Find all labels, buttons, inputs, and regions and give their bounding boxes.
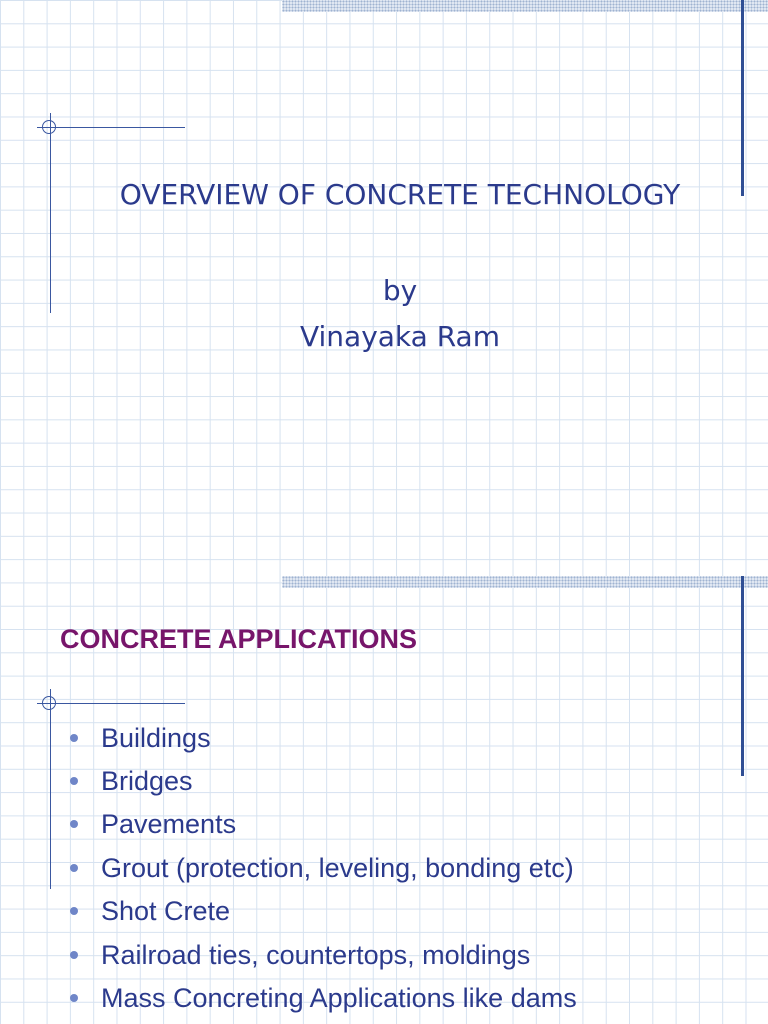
byline-label: by	[382, 274, 418, 307]
list-item	[70, 759, 577, 802]
bullet-icon	[70, 777, 78, 785]
list-item-text: Mass Concreting Applications like dams	[101, 983, 577, 1014]
list-item-text: Shot Crete	[101, 896, 231, 927]
list-item-text: Grout (protection, leveling, bonding etc)	[101, 852, 574, 883]
accent-vertical-bar	[741, 0, 744, 196]
list-item-text: Buildings	[101, 722, 211, 753]
bullet-icon	[70, 820, 78, 828]
bullet-icon	[70, 864, 78, 872]
bullet-icon	[70, 994, 78, 1002]
list-item	[70, 803, 577, 846]
section-heading: CONCRETE APPLICATIONS	[60, 624, 418, 654]
list-item-text: Railroad ties, countertops, moldings	[101, 939, 531, 970]
circle-ornament-icon	[42, 120, 56, 134]
horizontal-rule	[37, 127, 185, 128]
dotted-header-band	[282, 576, 768, 588]
list-item-text: Pavements	[101, 809, 237, 840]
accent-vertical-bar	[741, 576, 744, 776]
bullet-icon	[70, 734, 78, 742]
applications-list	[70, 716, 577, 1020]
list-item	[70, 716, 577, 759]
left-vertical-rule	[50, 689, 51, 889]
list-item-text: Bridges	[101, 766, 193, 797]
author-name: Vinayaka Ram	[299, 320, 500, 353]
list-item	[70, 976, 577, 1019]
list-item	[70, 846, 577, 889]
slide-title: OVERVIEW OF CONCRETE TECHNOLOGY	[119, 178, 681, 211]
bullet-icon	[70, 907, 78, 915]
content-slide	[0, 576, 768, 1024]
circle-ornament-icon	[42, 696, 56, 710]
list-item	[70, 933, 577, 976]
horizontal-rule	[37, 703, 185, 704]
dotted-header-band	[282, 0, 768, 12]
list-item	[70, 890, 577, 933]
bullet-icon	[70, 951, 78, 959]
